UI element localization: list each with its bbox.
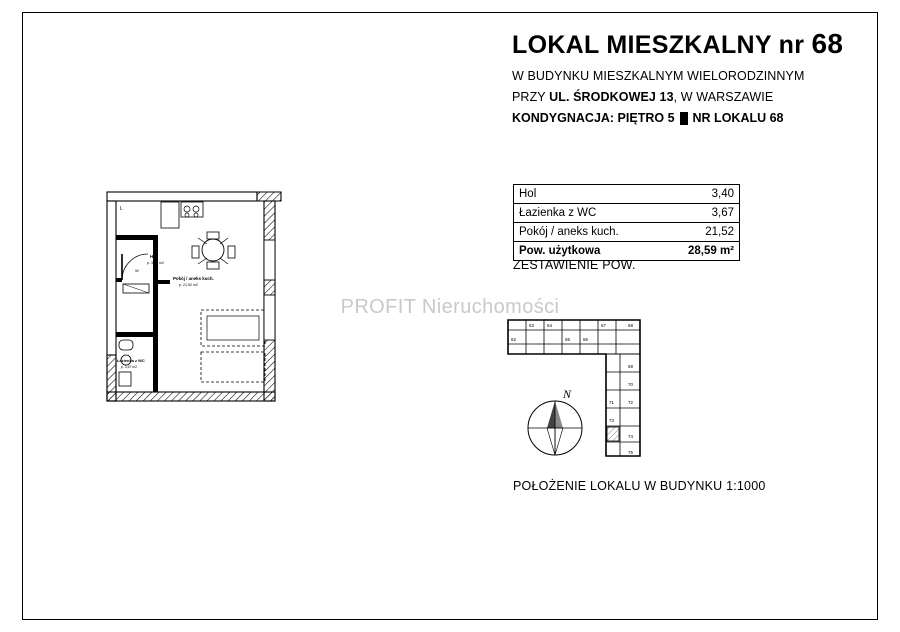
unit-number: 74: [628, 434, 634, 439]
floor-and-unit-line: [512, 111, 872, 125]
address-street: UL. ŚRODKOWEJ 13: [549, 90, 674, 104]
room-name: Pokój / aneks kuch.: [514, 223, 650, 242]
page-title: [512, 28, 872, 60]
table-row: [514, 185, 740, 204]
unit-number-label: NR LOKALU 68: [692, 111, 784, 125]
table-row: [514, 204, 740, 223]
unit-number: 69: [628, 364, 634, 369]
unit-number: 65: [565, 337, 571, 342]
room-hol: [122, 254, 149, 293]
separator-block-icon: [680, 112, 688, 125]
unit-number: 67: [601, 323, 607, 328]
compass-rose-icon: [515, 380, 595, 460]
address-prefix: PRZY: [512, 90, 550, 104]
location-caption: POŁOŻENIE LOKALU W BUDYNKU 1:1000: [513, 479, 766, 493]
page-title-number: 68: [811, 28, 844, 59]
room-label-lazienka: Łazienka z WC: [117, 358, 145, 363]
unit-number: 68: [628, 323, 634, 328]
unit-number: 63: [529, 323, 535, 328]
room-area: 21,52: [649, 223, 739, 242]
address-suffix: , W WARSZAWIE: [673, 90, 774, 104]
building-type-line: W BUDYNKU MIESZKALNYM WIELORODZINNYM: [512, 69, 805, 83]
room-label-pokoj: Pokój / aneks kuch.: [173, 276, 214, 281]
floor-plan-drawing: [95, 180, 315, 430]
room-area: 3,40: [649, 185, 739, 204]
room-area: 3,67: [649, 204, 739, 223]
page-title-text: LOKAL MIESZKALNY nr: [512, 31, 805, 59]
unit-number: 71: [609, 400, 615, 405]
outer-walls: [107, 192, 281, 401]
highlighted-unit: [607, 427, 619, 441]
watermark: PROFIT Nieruchomości: [340, 296, 560, 318]
room-name: Hol: [514, 185, 650, 204]
marker-w: W: [135, 268, 139, 273]
unit-number: 73: [609, 418, 615, 423]
room-area-hol: p. 3,40 m2: [147, 261, 164, 265]
table-row: [514, 223, 740, 242]
area-table-caption: ZESTAWIENIE POW.: [513, 258, 636, 272]
room-area-lazienka: p. 3,67 m2: [121, 365, 138, 369]
title-block: [512, 28, 872, 125]
room-name: Łazienka z WC: [514, 204, 650, 223]
unit-number: 72: [628, 400, 634, 405]
total-value: 28,59 m²: [649, 242, 739, 261]
room-label-hol: Hol: [150, 254, 158, 259]
room-area-pokoj: p. 21,52 m2: [179, 283, 198, 287]
floorplan-labels: [117, 206, 214, 369]
compass-north-label: N: [563, 387, 572, 401]
total-label: Pow. użytkowa: [514, 242, 650, 261]
unit-number: 70: [628, 382, 634, 387]
room-pokoj-aneks: [161, 202, 275, 382]
unit-number: 64: [547, 323, 553, 328]
unit-number: 66: [583, 337, 589, 342]
address-line: [512, 90, 872, 104]
marker-l: L: [120, 206, 123, 212]
unit-number: 62: [511, 337, 517, 342]
room-lazienka: [119, 340, 133, 386]
unit-number: 75: [628, 450, 634, 455]
floor-label: KONDYGNACJA: PIĘTRO 5: [512, 111, 675, 125]
area-table: [513, 184, 740, 261]
